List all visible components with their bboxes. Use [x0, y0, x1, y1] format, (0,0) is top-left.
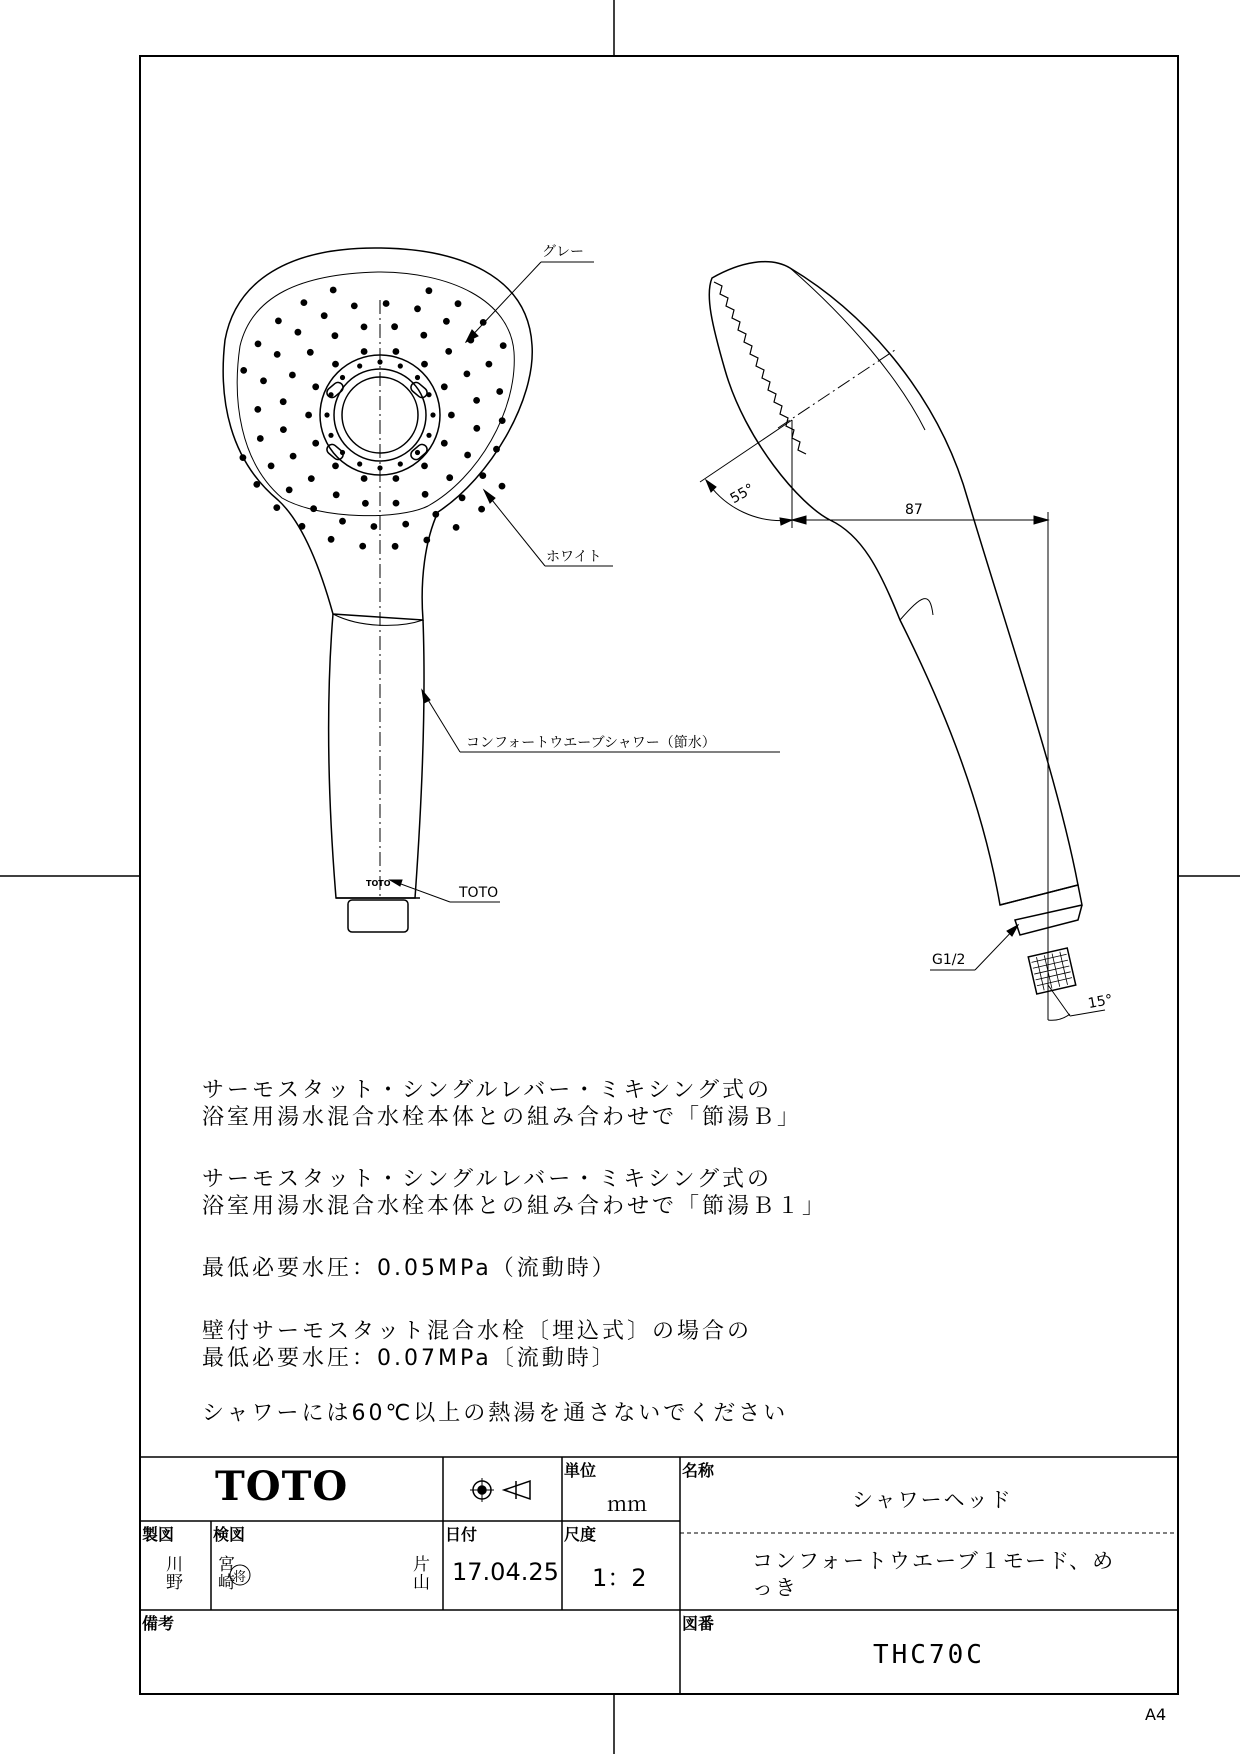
ring-nozzle-dot: [398, 363, 403, 368]
spray-nozzle-dot: [351, 303, 358, 310]
spray-nozzle-dot: [499, 483, 506, 490]
unit-value: ｍｍ: [607, 1492, 647, 1516]
spray-nozzle-dot: [453, 524, 460, 531]
unit-label: 単位: [564, 1461, 597, 1480]
spray-nozzle-dot: [274, 351, 281, 358]
spray-nozzle-dot: [268, 463, 275, 470]
spray-nozzle-dot: [486, 361, 493, 368]
spray-nozzle-dot: [464, 371, 471, 378]
checked-by-b1: 片: [413, 1555, 430, 1575]
spray-nozzle-dot: [455, 300, 462, 307]
note-2-line1: サーモスタット・シングルレバー・ミキシング式の: [202, 1167, 773, 1192]
spray-nozzle-dot: [286, 487, 293, 494]
spray-nozzle-dot: [420, 332, 427, 339]
spray-nozzle-dot: [273, 504, 280, 511]
side-head-outline: [709, 262, 1078, 905]
white-label: ホワイト: [546, 549, 602, 565]
spray-nozzle-dot: [473, 397, 480, 404]
spray-nozzle-dot: [402, 521, 409, 528]
remarks-label: 備考: [142, 1614, 175, 1633]
dim-87-label: 87: [905, 502, 923, 518]
spray-nozzle-dot: [421, 463, 428, 470]
spray-nozzle-dot: [330, 287, 337, 294]
spray-nozzle-dot: [371, 523, 378, 530]
spray-nozzle-dot: [473, 425, 480, 432]
spray-nozzle-dot: [333, 491, 340, 498]
spray-nozzle-dots: [240, 287, 507, 550]
spray-nozzle-dot: [332, 332, 339, 339]
spray-nozzle-dot: [255, 341, 262, 348]
spray-nozzle-dot: [257, 435, 264, 442]
spray-nozzle-dot: [500, 342, 507, 349]
scale-label: 尺度: [564, 1525, 597, 1544]
subname-line1: コンフォートウエーブ１モード、め: [752, 1549, 1116, 1573]
spray-nozzle-dot: [359, 543, 366, 550]
ring-nozzle-dot: [398, 461, 403, 466]
spray-nozzle-dot: [332, 463, 339, 470]
toto-logo: TOTO: [215, 1463, 349, 1510]
note-2-line2: 浴室用湯水混合水栓本体との組み合わせで「節湯Ｂ１」: [202, 1194, 828, 1219]
spray-nozzle-dot: [383, 300, 390, 307]
ring-nozzle-dot: [415, 375, 420, 380]
note-1-line1: サーモスタット・シングルレバー・ミキシング式の: [202, 1078, 773, 1103]
drawn-by-1: 川: [166, 1555, 183, 1575]
date-value: 17.04.25: [452, 1558, 559, 1586]
spray-nozzle-dot: [240, 454, 247, 461]
subname-line2: っき: [752, 1576, 798, 1600]
angle-55-label: 55°: [727, 480, 758, 508]
drawing-border: [140, 56, 1178, 1694]
paper-size: A4: [1145, 1705, 1167, 1724]
front-head-outline: [223, 248, 532, 620]
spray-nozzle-dot: [496, 388, 503, 395]
spray-nozzle-dot: [361, 348, 368, 355]
spray-nozzle-dot: [308, 475, 315, 482]
scale-value: 1：2: [592, 1564, 647, 1592]
spray-nozzle-dot: [299, 523, 306, 530]
drawn-by-2: 野: [166, 1573, 183, 1593]
dimension-lines: [700, 420, 1105, 1020]
ring-nozzle-dot: [377, 359, 382, 364]
ring-nozzle-dot: [415, 450, 420, 455]
spray-nozzle-dot: [301, 299, 308, 306]
note-5: シャワーには60℃以上の熱湯を通さないでください: [202, 1401, 789, 1426]
checked-by-1: 宮: [218, 1555, 235, 1575]
drawing-number: THC70C: [873, 1640, 985, 1670]
spray-nozzle-dot: [445, 348, 452, 355]
side-view: [709, 262, 1082, 994]
spray-nozzle-dot: [441, 383, 448, 390]
spray-nozzle-dot: [392, 543, 399, 550]
front-face-outline: [237, 272, 514, 516]
spray-nozzle-dot: [361, 324, 368, 331]
spray-nozzle-dot: [240, 367, 247, 374]
spray-nozzle-dot: [426, 287, 433, 294]
ring-nozzle-dot: [328, 392, 333, 397]
front-nozzle: [348, 900, 408, 932]
date-label: 日付: [445, 1525, 478, 1544]
name-label: 名称: [682, 1461, 715, 1480]
spray-nozzle-dot: [307, 349, 314, 356]
spray-nozzle-dot: [446, 474, 453, 481]
ring-nozzle-dot: [357, 461, 362, 466]
spray-nozzle-dot: [414, 305, 421, 312]
ring-nozzle-dot: [377, 465, 382, 470]
ring-nozzle-dot: [430, 412, 435, 417]
spray-nozzle-dot: [310, 505, 317, 512]
note-1-line2: 浴室用湯水混合水栓本体との組み合わせで「節湯Ｂ」: [202, 1105, 803, 1130]
drawing-no-label: 図番: [682, 1614, 715, 1633]
spray-nozzle-dot: [441, 440, 448, 447]
checked-label: 検図: [213, 1525, 246, 1544]
ring-nozzle-dot: [426, 392, 431, 397]
gray-label: グレー: [542, 244, 584, 260]
spray-nozzle-dot: [339, 518, 346, 525]
spray-nozzle-dot: [305, 412, 312, 419]
checked-by-b2: 山: [413, 1573, 430, 1593]
spray-nozzle-dot: [280, 398, 287, 405]
spray-nozzle-dot: [361, 475, 368, 482]
spray-nozzle-dot: [459, 494, 466, 501]
angle-15-label: 15°: [1086, 991, 1115, 1013]
spray-nozzle-dot: [448, 412, 455, 419]
spray-nozzle-dot: [275, 318, 282, 325]
spray-nozzle-dot: [478, 506, 485, 513]
third-angle-projection-icon: [470, 1478, 530, 1502]
spray-nozzle-dot: [422, 491, 429, 498]
spray-nozzle-dot: [295, 329, 302, 336]
brand-mark-label: TOTO: [459, 885, 499, 901]
spray-nozzle-dot: [421, 361, 428, 368]
spray-nozzle-dot: [328, 536, 335, 543]
front-logo-small: TOTO: [366, 879, 391, 888]
spray-nozzle-dot: [253, 481, 260, 488]
side-nozzle: [1000, 885, 1082, 935]
ring-nozzle-dot: [426, 433, 431, 438]
leader-lines: [390, 262, 1018, 970]
note-4-line2: 最低必要水圧：0.07MPa〔流動時〕: [202, 1346, 617, 1371]
spray-nozzle-dot: [479, 472, 486, 479]
spray-nozzle-dot: [393, 348, 400, 355]
spray-nozzle-dot: [443, 318, 450, 325]
spray-nozzle-dot: [432, 511, 439, 518]
spray-nozzle-dot: [321, 312, 328, 319]
spray-nozzle-dot: [312, 383, 319, 390]
front-handle-outline: [329, 614, 424, 898]
ring-nozzle-dot: [324, 412, 329, 417]
thread-label: G1/2: [932, 952, 966, 968]
ring-slot: [325, 380, 345, 399]
spray-nozzle-dot: [499, 417, 506, 424]
ring-nozzle-dot: [340, 450, 345, 455]
spray-nozzle-dot: [280, 426, 287, 433]
checked-seal: 将: [233, 1570, 247, 1585]
spray-nozzle-dot: [260, 377, 267, 384]
spray-nozzle-dot: [480, 319, 487, 326]
spray-nozzle-dot: [423, 537, 430, 544]
spray-nozzle-dot: [312, 440, 319, 447]
spray-nozzle-dot: [289, 372, 296, 379]
spray-nozzle-dot: [332, 361, 339, 368]
spray-nozzle-dot: [464, 452, 471, 459]
spray-nozzle-dot: [393, 500, 400, 507]
side-grip-line: [900, 599, 933, 620]
spray-nozzle-dot: [391, 323, 398, 330]
name-value: シャワーヘッド: [852, 1488, 1013, 1512]
note-4-line1: 壁付サーモスタット混合水栓〔埋込式〕の場合の: [202, 1319, 753, 1344]
drawn-label: 製図: [142, 1525, 175, 1544]
spray-nozzle-dot: [362, 500, 369, 507]
ring-nozzle-dot: [340, 375, 345, 380]
ring-nozzle-dot: [328, 433, 333, 438]
front-view: [223, 248, 532, 932]
spray-nozzle-dot: [254, 406, 261, 413]
spray-nozzle-dot: [493, 446, 500, 453]
product-label: コンフォートウエーブシャワー（節水）: [466, 735, 716, 751]
note-3: 最低必要水圧：0.05MPa（流動時）: [202, 1256, 617, 1281]
spray-nozzle-dot: [393, 475, 400, 482]
spray-nozzle-dot: [290, 453, 297, 460]
checked-by-2: 崎: [218, 1573, 235, 1593]
side-back-line: [790, 268, 925, 430]
ring-nozzle-dot: [357, 363, 362, 368]
